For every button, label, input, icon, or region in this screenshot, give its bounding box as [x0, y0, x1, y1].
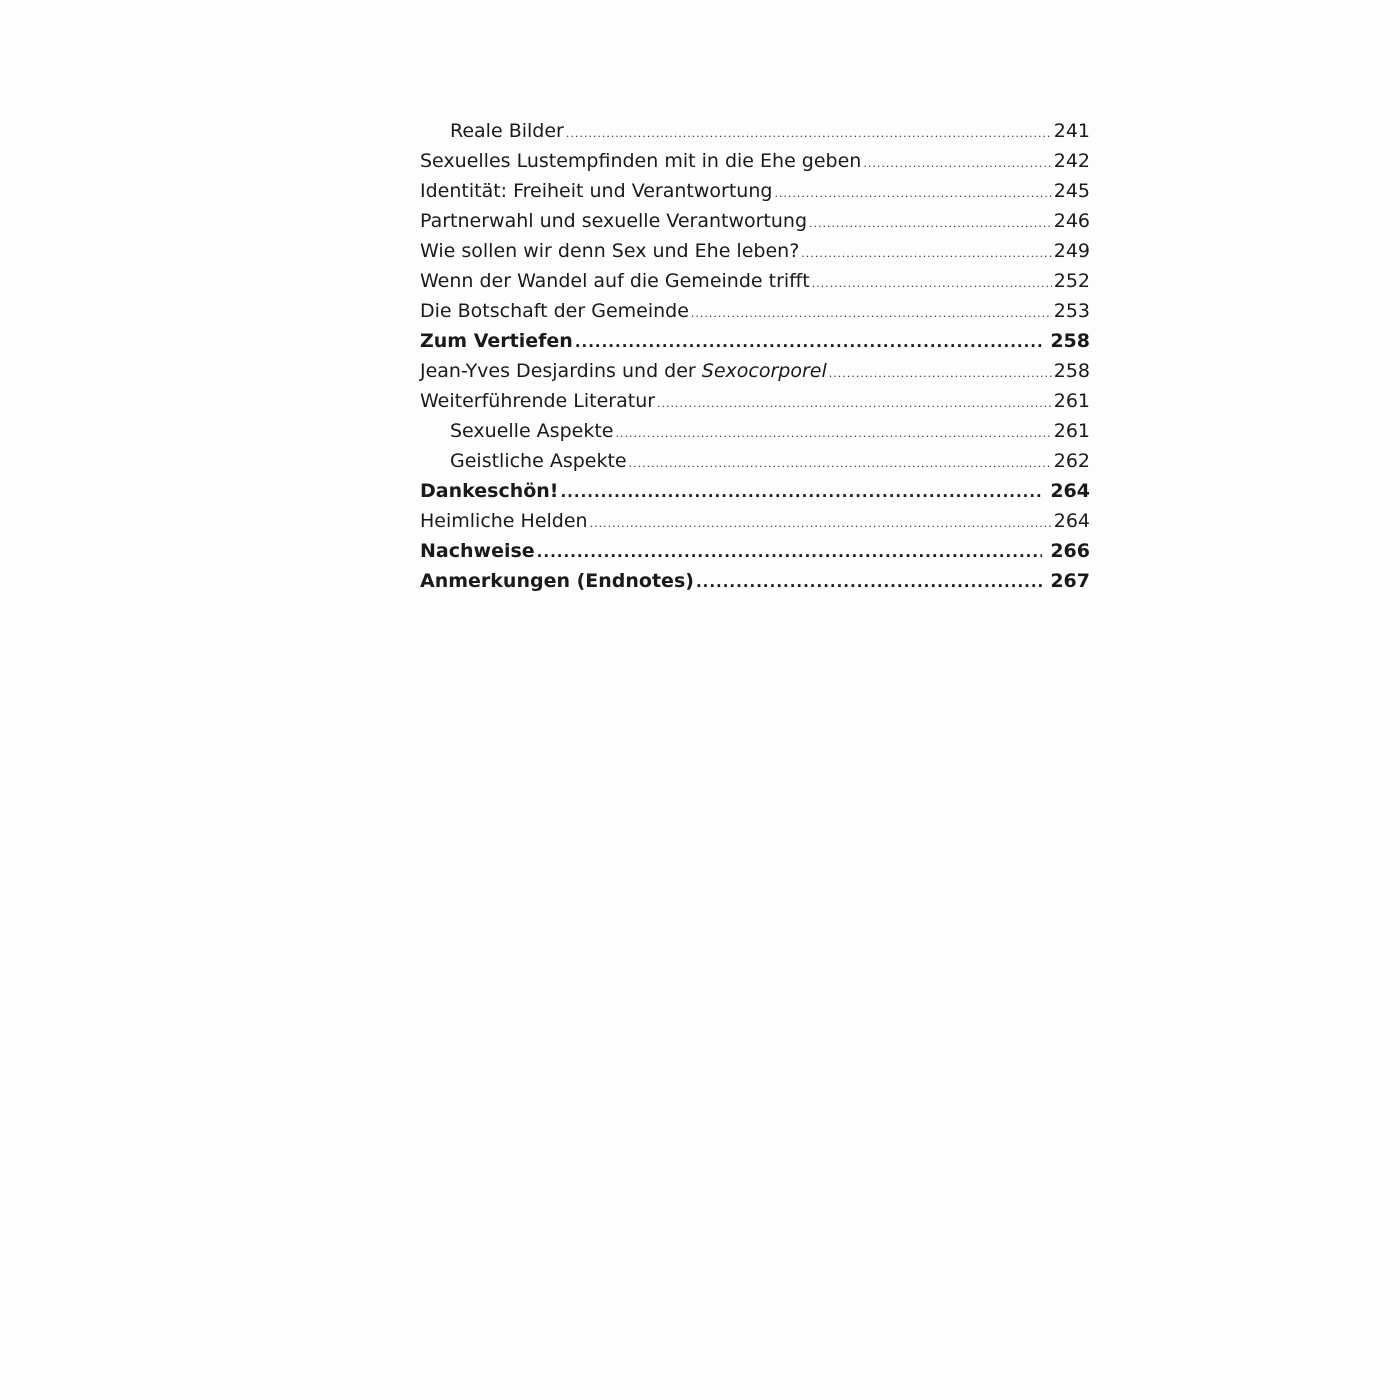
toc-entry — [420, 146, 1090, 176]
toc-entry — [420, 116, 1090, 146]
toc-chapter-page: 266 — [1050, 540, 1090, 562]
toc-entry-title — [420, 356, 827, 386]
toc-entry-title: Reale Bilder — [450, 120, 564, 142]
toc-leader-dots — [575, 327, 1043, 357]
toc-entry-page: 249 — [1053, 240, 1090, 262]
toc-entry — [420, 416, 1090, 446]
toc-entry-page: 246 — [1053, 210, 1090, 232]
toc-entry-page: 245 — [1053, 180, 1090, 202]
toc-chapter-page: 258 — [1050, 330, 1090, 352]
toc-chapter — [420, 326, 1090, 356]
toc-entry-page: 252 — [1053, 270, 1090, 292]
toc-leader-dots — [657, 389, 1052, 419]
toc-entry-title: Weiterführende Literatur — [420, 390, 656, 412]
toc-entry — [420, 356, 1090, 386]
toc-entry-title: Wie sollen wir denn Sex und Ehe leben? — [420, 240, 800, 262]
toc-chapter — [420, 536, 1090, 566]
toc-entry-title-italic: Sexocorporel — [701, 360, 827, 382]
toc-leader-dots — [629, 449, 1052, 479]
toc-chapter-page: 264 — [1050, 480, 1090, 502]
toc-entry — [420, 266, 1090, 296]
toc-entry — [420, 296, 1090, 326]
toc-entry-page: 241 — [1053, 120, 1090, 142]
toc-leader-dots — [801, 239, 1051, 269]
toc-chapter — [420, 476, 1090, 506]
toc-entry-page: 261 — [1053, 390, 1090, 412]
toc-entry-title: Geistliche Aspekte — [450, 450, 627, 472]
toc-chapter — [420, 566, 1090, 596]
toc-entry-title-text: Jean-Yves Desjardins und der — [420, 360, 702, 382]
toc-entry-title: Wenn der Wandel auf die Gemeinde trifft — [420, 270, 810, 292]
toc-leader-dots — [590, 509, 1052, 539]
toc-leader-dots — [696, 567, 1042, 597]
toc-entry-page: 242 — [1053, 150, 1090, 172]
toc-leader-dots — [691, 299, 1052, 329]
toc-leader-dots — [537, 537, 1043, 567]
table-of-contents — [420, 116, 1090, 596]
toc-entry — [420, 506, 1090, 536]
toc-leader-dots — [812, 269, 1052, 299]
toc-entry-title: Sexuelles Lustempfinden mit in die Ehe geben — [420, 150, 862, 172]
toc-leader-dots — [863, 149, 1051, 179]
toc-leader-dots — [829, 359, 1052, 389]
toc-entry-page: 253 — [1053, 300, 1090, 322]
toc-entry — [420, 206, 1090, 236]
toc-chapter-page: 267 — [1050, 570, 1090, 592]
toc-chapter-title: Dankeschön! — [420, 480, 559, 502]
toc-entry-title: Die Botschaft der Gemeinde — [420, 300, 689, 322]
toc-entry-page: 261 — [1053, 420, 1090, 442]
toc-leader-dots — [615, 419, 1051, 449]
toc-entry-title: Sexuelle Aspekte — [450, 420, 614, 442]
toc-entry-page: 262 — [1053, 450, 1090, 472]
toc-chapter-title: Anmerkungen (Endnotes) — [420, 570, 694, 592]
toc-entry — [420, 176, 1090, 206]
toc-leader-dots — [566, 119, 1052, 149]
toc-entry-title: Heimliche Helden — [420, 510, 588, 532]
toc-entry — [420, 446, 1090, 476]
toc-entry-title: Partnerwahl und sexuelle Verantwortung — [420, 210, 808, 232]
toc-entry-title: Identität: Freiheit und Verantwortung — [420, 180, 773, 202]
toc-entry — [420, 236, 1090, 266]
toc-leader-dots — [560, 477, 1042, 507]
toc-entry-page: 258 — [1053, 360, 1090, 382]
toc-chapter-title: Nachweise — [420, 540, 535, 562]
toc-leader-dots — [809, 209, 1052, 239]
toc-leader-dots — [774, 179, 1051, 209]
toc-entry — [420, 386, 1090, 416]
toc-chapter-title: Zum Vertiefen — [420, 330, 573, 352]
toc-entry-page: 264 — [1053, 510, 1090, 532]
